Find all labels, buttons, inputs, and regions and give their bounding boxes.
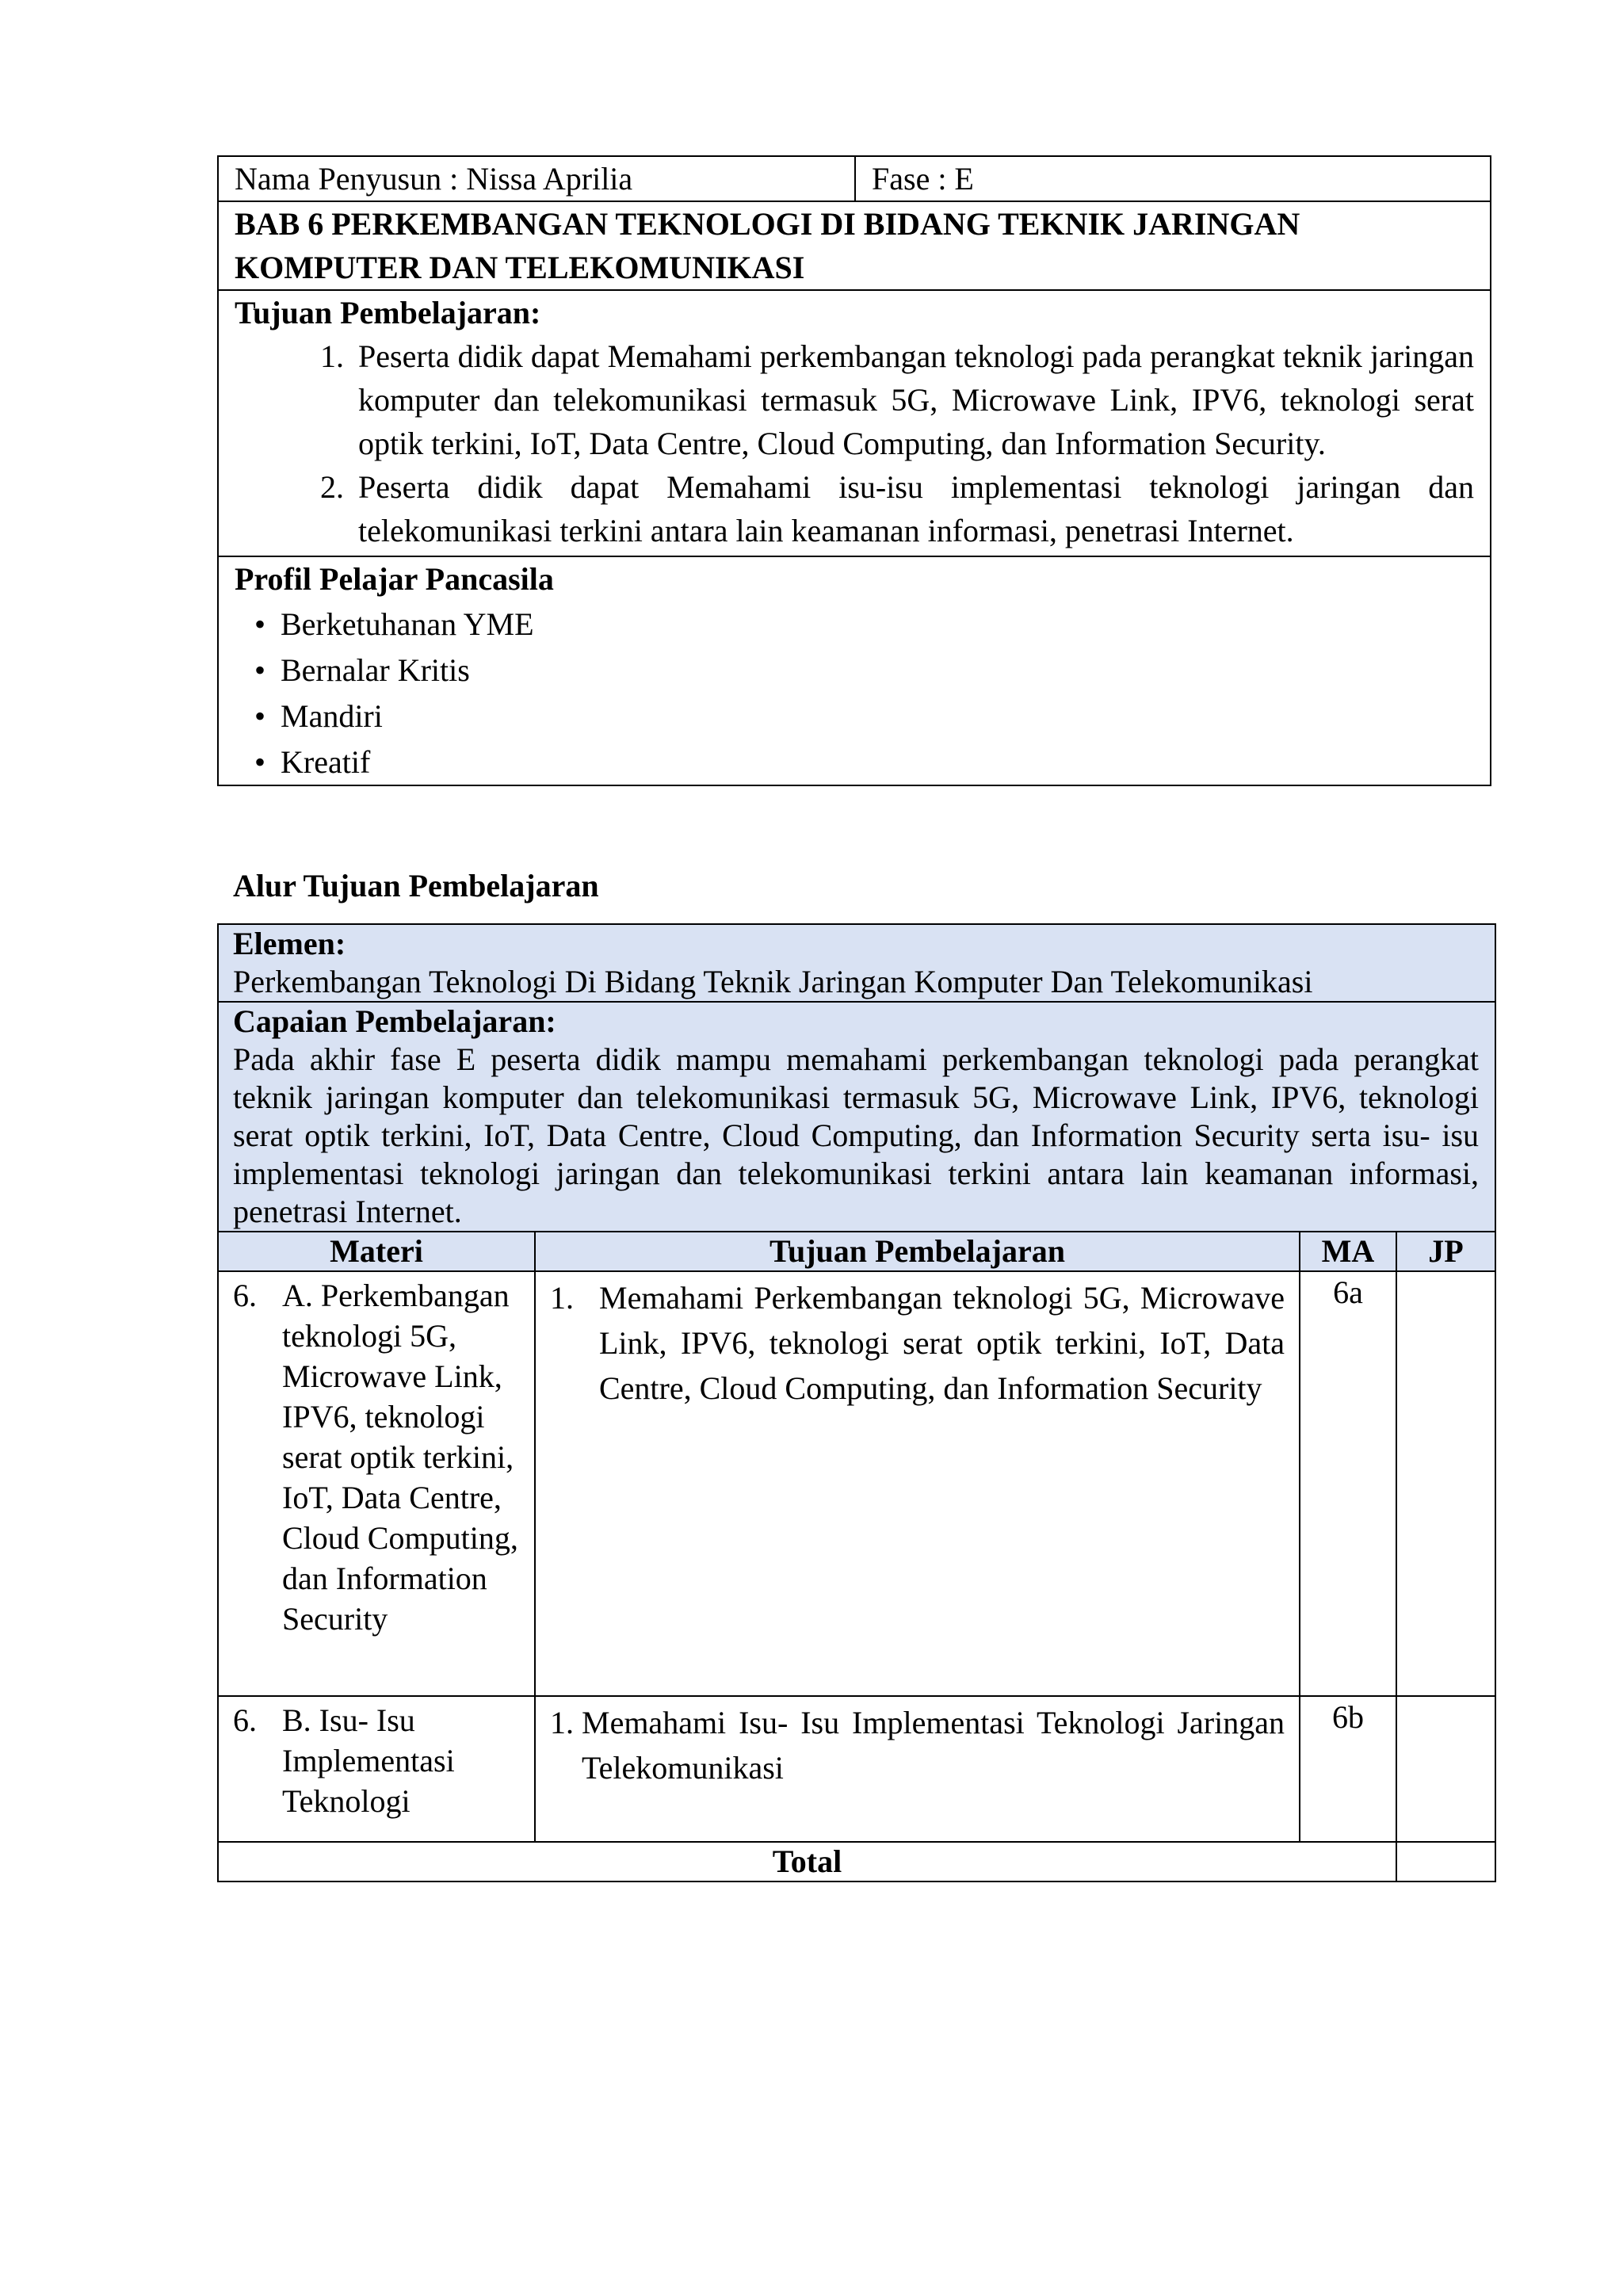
- total-label: Total: [218, 1842, 1396, 1881]
- bab-title: BAB 6 PERKEMBANGAN TEKNOLOGI DI BIDANG TEKNIK JARINGAN KOMPUTER DAN TELEKOMUNIKASI: [218, 201, 1491, 290]
- profil-heading: Profil Pelajar Pancasila: [235, 561, 554, 597]
- profil-item-text: Berketuhanan YME: [281, 606, 534, 642]
- tujuan-item-text: Peserta didik dapat Memahami perkembangan teknologi pada perangkat teknik jaringan komputer dan telekomunikasi termasuk 5G, Microwave Link, IPV6, teknologi serat optik terkini, IoT, Data Centre, Cloud Computing, dan Information Security.: [358, 338, 1474, 461]
- capaian-text: Pada akhir fase E peserta didik mampu memahami perkembangan teknologi pada perangkat teknik jaringan komputer dan telekomunikasi termasuk 5G, Microwave Link, IPV6, teknologi serat optik terkini, IoT, Data Centre, Cloud Computing, dan Information Security serta isu- isu implementasi teknologi jaringan dan telekomunikasi terkini antara lain keamanan informasi, penetrasi Internet.: [233, 1041, 1480, 1229]
- bullet-icon: •: [254, 697, 265, 734]
- profil-item-text: Kreatif: [281, 743, 371, 780]
- profil-item-text: Bernalar Kritis: [281, 651, 470, 688]
- column-header-materi: Materi: [218, 1232, 535, 1271]
- tujuan-item: [235, 465, 1474, 552]
- bab-row: [218, 201, 1491, 290]
- tujuan-item: [235, 334, 1474, 465]
- column-header-ma: MA: [1300, 1232, 1396, 1271]
- materi-text: B. Isu- Isu Implementasi Teknologi: [282, 1702, 455, 1819]
- table-row: [218, 1271, 1495, 1696]
- column-header-jp: JP: [1396, 1232, 1495, 1271]
- profil-item: [235, 647, 1474, 693]
- jp-cell: [1396, 1696, 1495, 1842]
- fase-text: Fase : E: [872, 161, 974, 197]
- elemen-label: Elemen:: [233, 926, 346, 961]
- tujuan-cell: [535, 1696, 1300, 1842]
- total-jp-cell: [1396, 1842, 1495, 1881]
- materi-text: A. Perkembangan teknologi 5G, Microwave Link, IPV6, teknologi serat optik terkini, IoT, Data Centre, Cloud Computing, dan Information Security: [282, 1278, 518, 1637]
- tujuan-item-text: Peserta didik dapat Memahami isu-isu implementasi teknologi jaringan dan telekomunikasi terkini antara lain keamanan informasi, penetrasi Internet.: [358, 469, 1474, 548]
- ma-cell: 6b: [1300, 1696, 1396, 1842]
- bullet-icon: •: [254, 651, 265, 688]
- profil-item-text: Mandiri: [281, 697, 383, 734]
- bullet-icon: •: [254, 606, 265, 642]
- column-header-row: [218, 1232, 1495, 1271]
- profil-item: [235, 693, 1474, 739]
- capaian-label: Capaian Pembelajaran:: [233, 1003, 556, 1039]
- materi-number: 6.: [233, 1702, 257, 1738]
- penyusun-cell: [218, 156, 855, 201]
- capaian-row: [218, 1002, 1495, 1232]
- tujuan-number: 1.: [550, 1280, 574, 1316]
- profil-item: [235, 601, 1474, 647]
- tujuan-cell: [535, 1271, 1300, 1696]
- materi-cell: [218, 1696, 535, 1842]
- capaian-cell: [218, 1002, 1495, 1232]
- table-row: [218, 1696, 1495, 1842]
- header-table: [217, 155, 1491, 786]
- tujuan-cell: [218, 290, 1491, 556]
- tujuan-heading: Tujuan Pembelajaran:: [235, 295, 541, 330]
- fase-cell: [855, 156, 1491, 201]
- tujuan-text: Memahami Perkembangan teknologi 5G, Microwave Link, IPV6, teknologi serat optik terkini, IoT, Data Centre, Cloud Computing, dan Information Security: [599, 1280, 1285, 1406]
- materi-cell: [218, 1271, 535, 1696]
- materi-number: 6.: [233, 1278, 257, 1313]
- profil-item: [235, 739, 1474, 785]
- tujuan-list: [235, 334, 1474, 552]
- profil-row: [218, 556, 1491, 785]
- total-row: [218, 1842, 1495, 1881]
- tujuan-number: 1.: [550, 1705, 574, 1740]
- penyusun-text: Nama Penyusun : Nissa Aprilia: [235, 161, 633, 197]
- elemen-row: [218, 924, 1495, 1002]
- profil-list: [235, 601, 1474, 785]
- jp-cell: [1396, 1271, 1495, 1696]
- atp-table: [217, 923, 1496, 1882]
- tujuan-row: [218, 290, 1491, 556]
- elemen-cell: [218, 924, 1495, 1002]
- elemen-text: Perkembangan Teknologi Di Bidang Teknik Jaringan Komputer Dan Telekomunikasi: [233, 964, 1313, 999]
- header-row: [218, 156, 1491, 201]
- ma-cell: 6a: [1300, 1271, 1396, 1696]
- profil-cell: [218, 556, 1491, 785]
- atp-title: Alur Tujuan Pembelajaran: [233, 868, 599, 904]
- tujuan-item-number: 2.: [320, 469, 344, 505]
- tujuan-text: Memahami Isu- Isu Implementasi Teknologi Jaringan Telekomunikasi: [582, 1705, 1285, 1786]
- bullet-icon: •: [254, 743, 265, 780]
- tujuan-item-number: 1.: [320, 338, 344, 374]
- column-header-tujuan: Tujuan Pembelajaran: [535, 1232, 1300, 1271]
